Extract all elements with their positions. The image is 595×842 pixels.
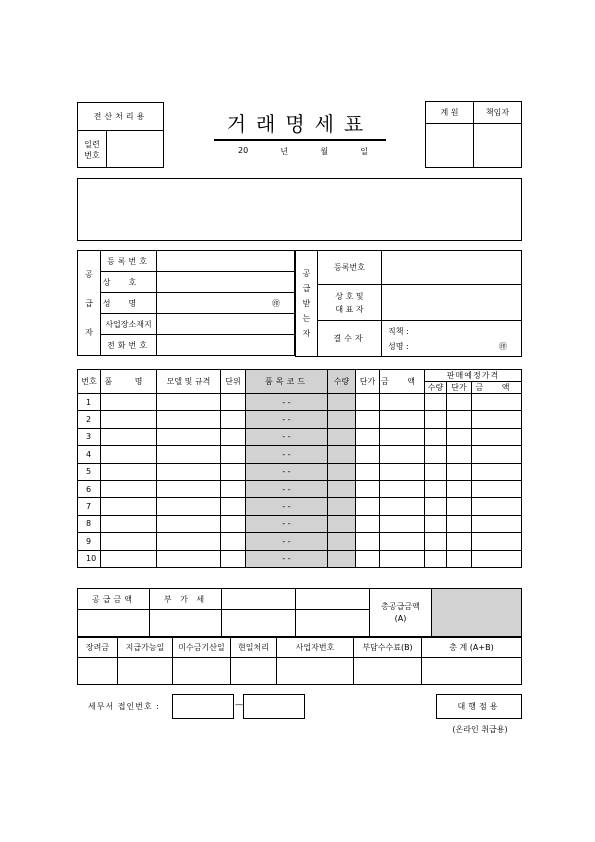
supplier-reg-field[interactable] — [157, 251, 295, 272]
total-supply-field[interactable] — [432, 589, 522, 637]
receiver-side-2: 급 — [302, 284, 311, 293]
table-row — [78, 428, 522, 445]
row-model[interactable] — [157, 428, 221, 445]
totals-extra-3[interactable] — [222, 610, 296, 637]
table-row — [78, 463, 522, 480]
col-planned: 판매예정가격 — [425, 370, 522, 382]
row-no: 1 — [78, 394, 101, 411]
receiver-reg-label: 등록번호 — [318, 251, 382, 285]
row-no: 3 — [78, 428, 101, 445]
row-p-price[interactable] — [447, 515, 472, 532]
row-model[interactable] — [157, 394, 221, 411]
row-model[interactable] — [157, 550, 221, 567]
footer-table — [77, 637, 522, 685]
supplier-name-field[interactable] — [157, 293, 295, 314]
seal-icon: ㊞ — [499, 341, 507, 351]
supplier-phone-field[interactable] — [157, 335, 295, 356]
supplier-phone-label: 전화번호 — [101, 335, 157, 356]
row-model[interactable] — [157, 515, 221, 532]
row-p-price[interactable] — [447, 550, 472, 567]
row-qty[interactable] — [328, 498, 356, 515]
row-code[interactable]: - - — [246, 463, 328, 480]
supplier-side-label — [78, 251, 101, 356]
row-unit[interactable] — [221, 498, 246, 515]
row-amount[interactable] — [380, 428, 425, 445]
row-p-amount[interactable] — [472, 515, 522, 532]
row-qty[interactable] — [328, 550, 356, 567]
row-unit[interactable] — [221, 550, 246, 567]
row-p-price[interactable] — [447, 533, 472, 550]
date-month: 월 — [320, 147, 329, 156]
row-model[interactable] — [157, 480, 221, 497]
footer-col-label: 사업자번호 — [277, 638, 354, 658]
row-no: 5 — [78, 463, 101, 480]
table-row — [78, 480, 522, 497]
row-amount[interactable] — [380, 394, 425, 411]
row-name[interactable] — [101, 463, 157, 480]
row-unit[interactable] — [221, 446, 246, 463]
row-p-price[interactable] — [447, 428, 472, 445]
agency-box: 대행점용 — [436, 694, 522, 719]
row-p-qty[interactable] — [425, 428, 447, 445]
serial-label-2: 번호 — [84, 150, 100, 160]
totals-extra-4[interactable] — [296, 610, 370, 637]
table-row — [78, 515, 522, 532]
row-qty[interactable] — [328, 515, 356, 532]
tax-number-field-1[interactable] — [172, 694, 234, 719]
row-unit[interactable] — [221, 394, 246, 411]
row-no: 4 — [78, 446, 101, 463]
row-name[interactable] — [101, 446, 157, 463]
row-qty[interactable] — [328, 428, 356, 445]
row-name[interactable] — [101, 515, 157, 532]
row-model[interactable] — [157, 446, 221, 463]
table-row — [78, 550, 522, 567]
row-p-amount[interactable] — [472, 533, 522, 550]
totals-extra-2[interactable] — [296, 589, 370, 610]
receiver-company-field[interactable] — [382, 285, 522, 321]
approval-sign-1[interactable] — [426, 124, 474, 168]
footer-col-field[interactable] — [354, 658, 422, 685]
approval-box — [425, 101, 522, 168]
supply-amount-label: 공급금액 — [78, 589, 150, 610]
supplier-name-label: 성명 — [101, 293, 157, 314]
row-name[interactable] — [101, 394, 157, 411]
row-price[interactable] — [356, 428, 380, 445]
receiver-recipient-label: 결수자 — [318, 321, 382, 357]
row-qty[interactable] — [328, 411, 356, 428]
row-amount[interactable] — [380, 463, 425, 480]
processing-box — [77, 102, 164, 168]
row-amount[interactable] — [380, 411, 425, 428]
footer-col-label: 지급가능일 — [118, 638, 173, 658]
row-p-amount[interactable] — [472, 411, 522, 428]
row-unit[interactable] — [221, 480, 246, 497]
title-text: 거래명세표 — [214, 108, 386, 141]
row-no: 10 — [78, 550, 101, 567]
row-name[interactable] — [101, 533, 157, 550]
receiver-side-3: 받 — [302, 299, 311, 308]
row-p-price[interactable] — [447, 411, 472, 428]
supplier-side-2: 급 — [85, 298, 93, 308]
date-year: 년 — [280, 147, 289, 156]
row-p-qty[interactable] — [425, 463, 447, 480]
receiver-side-label — [296, 251, 318, 357]
row-p-amount[interactable] — [472, 550, 522, 567]
footer-col-field[interactable] — [231, 658, 277, 685]
row-code[interactable]: - - — [246, 446, 328, 463]
approval-col2: 책임자 — [474, 102, 522, 124]
row-p-qty[interactable] — [425, 550, 447, 567]
footer-col-label: 총 계 (A+B) — [422, 638, 522, 658]
row-code[interactable]: - - — [246, 480, 328, 497]
table-row — [78, 446, 522, 463]
row-p-amount[interactable] — [472, 498, 522, 515]
col-code: 품목코드 — [246, 370, 328, 394]
items-table — [77, 369, 522, 568]
row-p-amount[interactable] — [472, 480, 522, 497]
row-amount[interactable] — [380, 446, 425, 463]
col-amount: 금 액 — [380, 370, 425, 394]
row-name[interactable] — [101, 411, 157, 428]
table-row — [78, 498, 522, 515]
row-p-price[interactable] — [447, 394, 472, 411]
row-p-qty[interactable] — [425, 533, 447, 550]
row-qty[interactable] — [328, 446, 356, 463]
date-line — [238, 146, 368, 157]
col-p-amount: 금 액 — [472, 382, 522, 394]
tax-label: 세무서 접인번호 : — [88, 702, 160, 711]
footer-col-label: 장려금 — [78, 638, 118, 658]
footer-col-field[interactable] — [118, 658, 173, 685]
col-p-qty: 수량 — [425, 382, 447, 394]
row-p-price[interactable] — [447, 498, 472, 515]
receiver-company-label-1: 상 호 및 — [335, 291, 364, 301]
row-p-qty[interactable] — [425, 498, 447, 515]
row-price[interactable] — [356, 394, 380, 411]
row-no: 9 — [78, 533, 101, 550]
serial-number-field[interactable] — [107, 131, 163, 168]
row-price[interactable] — [356, 463, 380, 480]
row-p-amount[interactable] — [472, 463, 522, 480]
col-model: 모델 및 규격 — [157, 370, 221, 394]
receiver-table — [295, 250, 522, 357]
row-qty[interactable] — [328, 480, 356, 497]
vat-label: 부 가 세 — [150, 589, 222, 610]
online-note: (온라인 취급용) — [452, 725, 508, 734]
row-no: 8 — [78, 515, 101, 532]
row-p-amount[interactable] — [472, 446, 522, 463]
footer-col-label: 부담수수료(B) — [354, 638, 422, 658]
col-p-price: 단가 — [447, 382, 472, 394]
receiver-position-label: 직책 : — [388, 326, 409, 336]
totals-extra-1[interactable] — [222, 589, 296, 610]
row-p-qty[interactable] — [425, 394, 447, 411]
row-qty[interactable] — [328, 533, 356, 550]
footer-col-field[interactable] — [173, 658, 231, 685]
supplier-reg-label: 등록번호 — [101, 251, 157, 272]
row-unit[interactable] — [221, 515, 246, 532]
serial-label-1: 일련 — [84, 139, 100, 149]
row-p-qty[interactable] — [425, 515, 447, 532]
row-p-price[interactable] — [447, 480, 472, 497]
supply-amount-field[interactable] — [78, 610, 150, 637]
row-qty[interactable] — [328, 394, 356, 411]
row-price[interactable] — [356, 515, 380, 532]
row-p-price[interactable] — [447, 463, 472, 480]
col-no: 번호 — [78, 370, 101, 394]
date-day: 일 — [360, 147, 368, 156]
row-name[interactable] — [101, 498, 157, 515]
row-code[interactable]: - - — [246, 394, 328, 411]
row-price[interactable] — [356, 533, 380, 550]
table-row — [78, 411, 522, 428]
row-name[interactable] — [101, 480, 157, 497]
receiver-side-5: 자 — [302, 329, 311, 338]
row-unit[interactable] — [221, 533, 246, 550]
col-name: 품 명 — [101, 370, 157, 394]
row-p-qty[interactable] — [425, 480, 447, 497]
receiver-side-1: 공 — [302, 269, 311, 278]
supplier-address-field[interactable] — [157, 314, 295, 335]
row-unit[interactable] — [221, 463, 246, 480]
row-code[interactable]: - - — [246, 411, 328, 428]
row-model[interactable] — [157, 498, 221, 515]
memo-box[interactable] — [77, 178, 522, 241]
row-name[interactable] — [101, 428, 157, 445]
row-unit[interactable] — [221, 411, 246, 428]
supplier-side-3: 자 — [85, 327, 93, 337]
row-amount[interactable] — [380, 533, 425, 550]
row-amount[interactable] — [380, 480, 425, 497]
row-p-qty[interactable] — [425, 411, 447, 428]
tax-number-field-2[interactable] — [243, 694, 305, 719]
supplier-company-label: 상호 — [101, 272, 157, 293]
row-unit[interactable] — [221, 428, 246, 445]
row-price[interactable] — [356, 446, 380, 463]
seal-icon: ㊞ — [272, 298, 280, 308]
footer-col-label: 현일처리 — [231, 638, 277, 658]
footer-col-field[interactable] — [277, 658, 354, 685]
date-year-prefix: 20 — [238, 146, 249, 155]
table-row — [78, 533, 522, 550]
row-code[interactable]: - - — [246, 515, 328, 532]
row-amount[interactable] — [380, 498, 425, 515]
row-model[interactable] — [157, 411, 221, 428]
row-code[interactable]: - - — [246, 428, 328, 445]
row-price[interactable] — [356, 480, 380, 497]
table-row — [78, 394, 522, 411]
footer-col-field[interactable] — [422, 658, 522, 685]
row-no: 2 — [78, 411, 101, 428]
row-code[interactable]: - - — [246, 550, 328, 567]
row-price[interactable] — [356, 411, 380, 428]
row-code[interactable]: - - — [246, 533, 328, 550]
col-qty: 수량 — [328, 370, 356, 394]
receiver-company-label — [318, 285, 382, 321]
col-unit: 단위 — [221, 370, 246, 394]
tax-dash: — — [235, 700, 243, 709]
approval-sign-2[interactable] — [474, 124, 522, 168]
receiver-reg-field[interactable] — [382, 251, 522, 285]
row-qty[interactable] — [328, 463, 356, 480]
row-p-qty[interactable] — [425, 446, 447, 463]
supplier-side-1: 공 — [85, 269, 93, 279]
document-title — [214, 108, 386, 141]
supplier-table — [77, 250, 295, 356]
row-p-amount[interactable] — [472, 394, 522, 411]
row-amount[interactable] — [380, 515, 425, 532]
row-code[interactable]: - - — [246, 498, 328, 515]
receiver-company-label-2: 대 표 자 — [335, 304, 364, 314]
col-price: 단가 — [356, 370, 380, 394]
total-supply-label-1: 총공급금액 — [381, 601, 420, 611]
row-no: 6 — [78, 480, 101, 497]
approval-col1: 계 원 — [426, 102, 474, 124]
supplier-company-field[interactable] — [157, 272, 295, 293]
row-price[interactable] — [356, 498, 380, 515]
processing-label: 전산처리용 — [78, 103, 163, 131]
row-p-price[interactable] — [447, 446, 472, 463]
row-no: 7 — [78, 498, 101, 515]
row-amount[interactable] — [380, 550, 425, 567]
total-supply-label-2: (A) — [394, 613, 407, 623]
total-supply-label — [370, 589, 432, 637]
row-p-amount[interactable] — [472, 428, 522, 445]
row-model[interactable] — [157, 533, 221, 550]
supplier-address-label: 사업장소재지 — [101, 314, 157, 335]
row-model[interactable] — [157, 463, 221, 480]
row-price[interactable] — [356, 550, 380, 567]
receiver-side-4: 는 — [302, 314, 311, 323]
footer-col-label: 미수금기산일 — [173, 638, 231, 658]
receiver-recipient-field[interactable] — [382, 321, 522, 357]
vat-field[interactable] — [150, 610, 222, 637]
receiver-name-label: 성명 : — [388, 341, 409, 351]
row-name[interactable] — [101, 550, 157, 567]
totals-table — [77, 588, 522, 637]
footer-col-field[interactable] — [78, 658, 118, 685]
